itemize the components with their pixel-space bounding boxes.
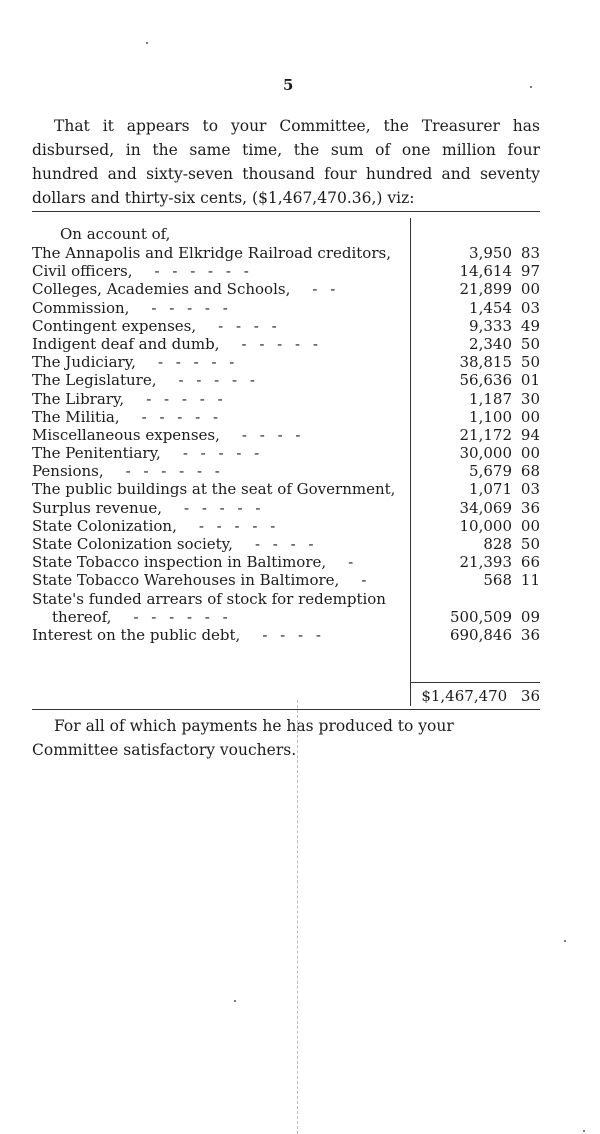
entry-description xyxy=(32,335,410,353)
entry-cents: 00 xyxy=(520,407,540,426)
ink-speck xyxy=(530,86,532,88)
ledger-row xyxy=(32,390,540,408)
entry-amount xyxy=(440,390,540,408)
entry-cents: 50 xyxy=(520,334,540,353)
entry-description xyxy=(32,299,410,317)
amount-column-rule xyxy=(410,218,411,706)
entry-dollars: 1,100 xyxy=(469,407,512,426)
entry-label: State's funded arrears of stock for redemption xyxy=(32,589,386,608)
entry-dollars: 9,333 xyxy=(469,316,512,335)
total-amount xyxy=(410,686,540,706)
entry-leader-dashes: - - - - - xyxy=(151,298,232,317)
ledger-row xyxy=(32,371,540,389)
entry-dollars: 30,000 xyxy=(459,444,512,463)
entry-cents: 30 xyxy=(520,389,540,408)
ledger-row xyxy=(32,499,540,517)
entry-dollars: 21,393 xyxy=(459,553,512,572)
ledger-row xyxy=(32,480,540,498)
entry-cents: 94 xyxy=(520,425,540,444)
entry-amount xyxy=(440,626,540,644)
entry-cents: 11 xyxy=(520,571,540,590)
entry-label: Colleges, Academies and Schools, xyxy=(32,280,291,299)
entry-cents: 00 xyxy=(520,516,540,535)
entry-label: The Judiciary, xyxy=(32,353,136,372)
entry-leader-dashes: - - - - - - xyxy=(125,462,224,481)
entry-cents: 49 xyxy=(520,316,540,335)
entry-leader-dashes: - - - - - xyxy=(182,444,264,463)
entry-cents: 03 xyxy=(520,480,540,499)
entry-amount xyxy=(440,590,540,608)
entry-dollars: 2,340 xyxy=(469,334,512,353)
ledger-row xyxy=(32,408,540,426)
total-dollars: $1,467,470 xyxy=(421,687,508,705)
entry-leader-dashes: - - - - - xyxy=(157,353,239,372)
total-cents: 36 xyxy=(520,687,540,705)
entry-cents: 03 xyxy=(520,298,540,317)
entry-label: thereof, xyxy=(52,607,112,626)
entry-amount xyxy=(440,571,540,589)
entry-label: Interest on the public debt, xyxy=(32,625,241,644)
entry-cents: 00 xyxy=(520,280,540,299)
ledger-row xyxy=(32,535,540,553)
closing-paragraph xyxy=(32,714,540,762)
ledger-row xyxy=(32,335,540,353)
entry-description xyxy=(32,244,410,262)
entry-leader-dashes: - - - - - xyxy=(178,371,259,390)
entry-amount xyxy=(440,317,540,335)
entry-label: The Militia, xyxy=(32,407,120,426)
entry-amount xyxy=(440,499,540,517)
entry-dollars: 568 xyxy=(483,571,512,590)
entry-description xyxy=(32,462,410,480)
ledger-row xyxy=(32,444,540,462)
entry-label: The Annapolis and Elkridge Railroad creditors, xyxy=(32,244,391,262)
entry-label: Contingent expenses, xyxy=(32,316,197,335)
intro-text: That it appears to your Committee, the Treasurer has disbursed, in the same time, the sum of one million four hundred and sixty-seven thousand four hundred and seventy dollars and thirty-six cents, ($1,467,470.36,) viz: xyxy=(32,117,540,207)
entry-label: State Colonization society, xyxy=(32,535,233,553)
ledger-row xyxy=(32,462,540,480)
entry-leader-dashes: - - - - - xyxy=(146,389,227,408)
intro-paragraph xyxy=(32,114,540,210)
entry-cents: 50 xyxy=(520,535,540,553)
ledger-rows xyxy=(32,244,540,644)
entry-label: The Penitentiary, xyxy=(32,444,161,463)
entry-dollars: 38,815 xyxy=(459,353,512,372)
entry-leader-dashes: - - xyxy=(312,280,340,299)
entry-description xyxy=(32,390,410,408)
entry-description xyxy=(32,553,410,571)
ledger-row xyxy=(32,317,540,335)
entry-amount xyxy=(440,426,540,444)
page-fold-line xyxy=(297,700,298,1134)
entry-leader-dashes: - - - - - xyxy=(141,407,223,426)
entry-leader-dashes: - - - - xyxy=(241,425,305,444)
entry-cents: 50 xyxy=(520,353,540,372)
disbursement-ledger xyxy=(32,218,540,644)
entry-cents: 01 xyxy=(520,371,540,390)
entry-leader-dashes: - - - - - xyxy=(241,334,322,353)
ledger-row xyxy=(32,517,540,535)
entry-amount xyxy=(440,280,540,298)
entry-amount xyxy=(440,517,540,535)
entry-amount xyxy=(440,335,540,353)
entry-description xyxy=(32,426,410,444)
entry-dollars: 1,454 xyxy=(469,298,512,317)
ledger-row xyxy=(32,590,540,608)
table-top-rule xyxy=(32,211,540,212)
ink-speck xyxy=(234,1000,236,1002)
ledger-row xyxy=(32,353,540,371)
entry-description xyxy=(32,280,410,298)
entry-amount xyxy=(440,462,540,480)
ledger-row xyxy=(32,571,540,589)
entry-amount xyxy=(440,480,540,498)
entry-dollars: 21,172 xyxy=(459,425,512,444)
ledger-row xyxy=(32,299,540,317)
entry-description xyxy=(32,371,410,389)
entry-label: State Tobacco inspection in Baltimore, xyxy=(32,553,327,572)
entry-amount xyxy=(440,408,540,426)
entry-description xyxy=(32,608,430,626)
entry-amount xyxy=(440,553,540,571)
ink-speck xyxy=(583,1130,585,1132)
entry-amount xyxy=(440,244,540,262)
entry-leader-dashes: - xyxy=(348,553,358,572)
entry-dollars: 21,899 xyxy=(459,280,512,299)
ledger-row xyxy=(32,426,540,444)
closing-text: For all of which payments he has produced to your Committee satisfactory vouchers. xyxy=(32,717,454,759)
entry-amount xyxy=(440,371,540,389)
entry-cents: 36 xyxy=(520,498,540,517)
entry-dollars: 1,071 xyxy=(469,480,512,499)
entry-dollars: 5,679 xyxy=(469,462,512,481)
ledger-row xyxy=(32,626,540,644)
entry-dollars: 56,636 xyxy=(459,371,512,390)
ink-speck xyxy=(146,42,148,44)
page-number: 5 xyxy=(283,76,294,94)
entry-amount xyxy=(440,444,540,462)
entry-description xyxy=(32,408,410,426)
entry-label: Indigent deaf and dumb, xyxy=(32,334,220,353)
entry-amount xyxy=(440,353,540,371)
entry-leader-dashes: - - - - xyxy=(262,625,325,644)
entry-cents: 68 xyxy=(520,462,540,481)
ledger-heading: On account of, xyxy=(60,225,171,243)
entry-description xyxy=(32,317,410,335)
entry-description xyxy=(32,626,410,644)
entry-description xyxy=(32,262,410,280)
entry-label: The Legislature, xyxy=(32,371,157,390)
entry-leader-dashes: - - - - - - xyxy=(154,262,253,281)
ledger-row xyxy=(32,280,540,298)
entry-dollars: 10,000 xyxy=(459,516,512,535)
entry-label: The Library, xyxy=(32,389,125,408)
entry-description xyxy=(32,571,410,589)
total-rule xyxy=(410,682,540,683)
ledger-row xyxy=(32,244,540,262)
entry-label: State Colonization, xyxy=(32,516,177,535)
entry-cents: 09 xyxy=(520,607,540,626)
entry-amount xyxy=(440,262,540,280)
entry-leader-dashes: - - - - - - xyxy=(133,607,232,626)
entry-description xyxy=(32,499,410,517)
entry-amount xyxy=(440,299,540,317)
entry-label: The public buildings at the seat of Government, xyxy=(32,480,396,499)
ledger-row xyxy=(32,608,540,626)
entry-dollars: 828 xyxy=(483,535,512,553)
entry-dollars: 690,846 xyxy=(449,625,512,644)
entry-leader-dashes: - - - - - xyxy=(184,498,265,517)
entry-leader-dashes: - - - - xyxy=(218,316,281,335)
entry-dollars: 14,614 xyxy=(459,262,512,281)
entry-description xyxy=(32,353,410,371)
entry-dollars: 34,069 xyxy=(459,498,512,517)
ledger-row xyxy=(32,553,540,571)
entry-cents: 36 xyxy=(520,625,540,644)
entry-amount xyxy=(440,535,540,553)
entry-description xyxy=(32,517,410,535)
entry-leader-dashes: - - - - xyxy=(254,535,318,553)
entry-amount xyxy=(440,608,540,626)
entry-label: Miscellaneous expenses, xyxy=(32,425,220,444)
entry-dollars: 1,187 xyxy=(469,389,512,408)
entry-description xyxy=(32,480,410,498)
entry-cents: 83 xyxy=(520,244,540,262)
table-bottom-rule xyxy=(32,709,540,710)
entry-label: Pensions, xyxy=(32,462,104,481)
entry-cents: 00 xyxy=(520,444,540,463)
entry-label: Civil officers, xyxy=(32,262,133,281)
entry-label: Surplus revenue, xyxy=(32,498,162,517)
entry-description xyxy=(32,444,410,462)
entry-cents: 97 xyxy=(520,262,540,281)
entry-label: Commission, xyxy=(32,298,130,317)
entry-dollars: 500,509 xyxy=(449,607,512,626)
ink-speck xyxy=(564,940,566,942)
entry-cents: 66 xyxy=(520,553,540,572)
entry-label: State Tobacco Warehouses in Baltimore, xyxy=(32,571,340,590)
entry-leader-dashes: - xyxy=(361,571,371,590)
ledger-row xyxy=(32,262,540,280)
entry-dollars: 3,950 xyxy=(469,244,512,262)
entry-leader-dashes: - - - - - xyxy=(198,516,280,535)
entry-description xyxy=(32,535,410,553)
entry-description xyxy=(32,590,410,608)
